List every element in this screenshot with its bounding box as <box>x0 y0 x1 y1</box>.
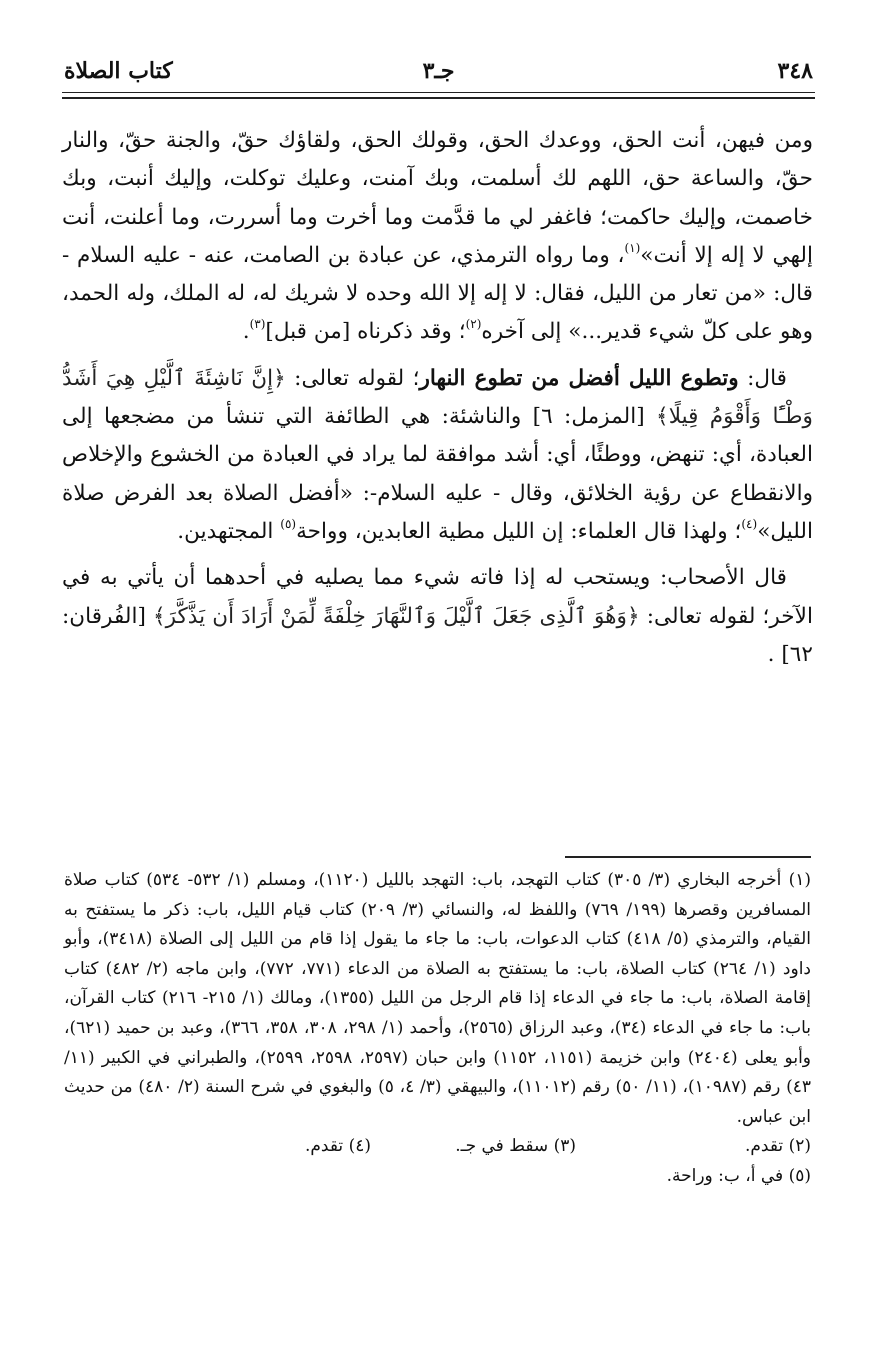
p2-text-4: ؛ ولهذا قال العلماء: إن الليل مطية العابدين، وواحة <box>296 518 742 544</box>
footnote-2: (٢) تقدم. <box>744 1136 811 1157</box>
main-text <box>62 122 813 674</box>
footnote-ref-4: (٤) <box>741 516 758 531</box>
p1-text-1: ومن فيهن، أنت الحق، ووعدك الحق، وقولك الحق، ولقاؤك حقّ، والجنة حقّ، والنار حقّ، والساعة حق، اللهم لك أسلمت، وبك آمنت، وعليك توكلت، وإليك أنبت، وبك خاصمت، وإليك حاكمت؛ فاغفر لي ما قدَّمت وما أخرت وما أسررت، وما أعلنت، أنت إلهي لا إله إلا أنت» <box>62 128 813 268</box>
p1-text-4: . <box>242 319 250 345</box>
quran-verse-2: ﴿وَهُوَ ٱلَّذِى جَعَلَ ٱلَّيْلَ وَٱلنَّهَارَ خِلْفَةً لِّمَنْ أَرَادَ أَن يَذَّكَّرَ﴾ <box>152 603 640 629</box>
page-header <box>64 58 813 90</box>
p2-text-3: [المزمل: ٦] والناشئة: هي الطائفة التي تنشأ من مضجعها إلى العبادة، أي: تنهض، ووطئًا، أي: أشد موافقة لما يراد في العبادة من الخشوع والإخلاص والانقطاع عن رؤية الخلائق، وقال - عليه السلام-: «أفضل الصلاة بعد الفرض صلاة الليل» <box>62 404 813 544</box>
quran-verse-1: ﴿إِنَّ نَاشِئَةَ ٱلَّيْلِ هِيَ أَشَدُّ وَطْـًٔا وَأَقْوَمُ قِيلًا﴾ <box>62 365 813 430</box>
paragraph-2 <box>62 360 813 551</box>
footnote-4: (٤) تقدم. <box>304 1136 371 1157</box>
p1-text-3: ؛ وقد ذكرناه [من قبل] <box>265 319 466 345</box>
p3-text-2: [الفُرقان: ٦٢] . <box>62 603 813 667</box>
p3-text-1: قال الأصحاب: ويستحب له إذا فاته شيء مما يصليه في أحدهما أن يأتي به في الآخر؛ لقوله تعالى: <box>62 565 813 629</box>
volume-label: جـ٣ <box>422 58 455 84</box>
p2-text-1: قال: <box>738 365 788 391</box>
p2-text-5: المجتهدين. <box>177 518 281 544</box>
header-rule-thick <box>62 97 815 99</box>
footnote-1: (١) أخرجه البخاري (٣/ ٣٠٥) كتاب التهجد، باب: التهجد بالليل (١١٢٠)، ومسلم (١/ ٥٣٢- ٥٣٤) كتاب صلاة المسافرين وقصرها (١٩٩/ ٧٦٩) واللفظ له، والنسائي (٣/ ٢٠٩) كتاب قيام الليل، باب: ذكر ما يستفتح به القيام، والترمذي (٥/ ٤١٨) كتاب الدعوات، باب: ما جاء ما يقول إذا قام من الليل إلى الصلاة (٣٤١٨)، وأبو داود (١/ ٢٦٤) كتاب الصلاة، باب: ما يستفتح به الصلاة من الدعاء (٧٧١، ٧٧٢)، وابن ماجه (٢/ ٤٨٢) كتاب إقامة الصلاة، باب: ما جاء في الدعاء إذا قام الرجل من الليل (١٣٥٥)، ومالك (١/ ٢١٥- ٢١٦) كتاب القرآن، باب: ما جاء في الدعاء (٣٤)، وعبد الرزاق (٢٥٦٥)، وأحمد (١/ ٢٩٨، ٣٠٨، ٣٥٨، ٣٦٦)، وعبد بن حميد (٦٢١)، وأبو يعلى (٢٤٠٤) وابن خزيمة (١١٥١، ١١٥٢) وابن حبان (٢٥٩٧، ٢٥٩٨، ٢٥٩٩)، والطبراني في الكبير (١١/ ٤٣) رقم (١٠٩٨٧)، (١١/ ٥٠) رقم (١١٠١٢)، والبيهقي (٣/ ٤، ٥) والبغوي في شرح السنة (٢/ ٤٨٠) من حديث ابن عباس. <box>64 870 812 1127</box>
paragraph-3 <box>62 559 813 674</box>
footnote-5: (٥) في أ، ب: وراحة. <box>666 1166 811 1187</box>
paragraph-1 <box>62 122 813 352</box>
footnote-ref-5: (٥) <box>280 516 297 531</box>
p2-text-2: ؛ لقوله تعالى: <box>285 365 420 391</box>
footnote-ref-3: (٣) <box>249 317 266 332</box>
footnote-3: (٣) سقط في جـ. <box>455 1136 576 1157</box>
header-rule-thin <box>62 92 815 93</box>
footnote-ref-2: (٢) <box>465 317 482 332</box>
page-number: ٣٤٨ <box>777 58 813 84</box>
footnote-separator <box>565 856 811 858</box>
footnotes <box>64 866 811 1192</box>
footnote-row-2-4 <box>64 1132 811 1162</box>
p1-text-2: ، وما رواه الترمذي، عن عبادة بن الصامت، عنه - عليه السلام - قال: «من تعار من الليل، فقال: لا إله إلا الله وحده لا شريك له، له الملك، وله الحمد، وهو على كلّ شيء قدير...» إلى آخره <box>62 242 813 345</box>
footnote-ref-1: (١) <box>624 240 641 255</box>
book-title: كتاب الصلاة <box>64 58 173 84</box>
p2-bold-matn: وتطوع الليل أفضل من تطوع النهار <box>419 365 739 391</box>
